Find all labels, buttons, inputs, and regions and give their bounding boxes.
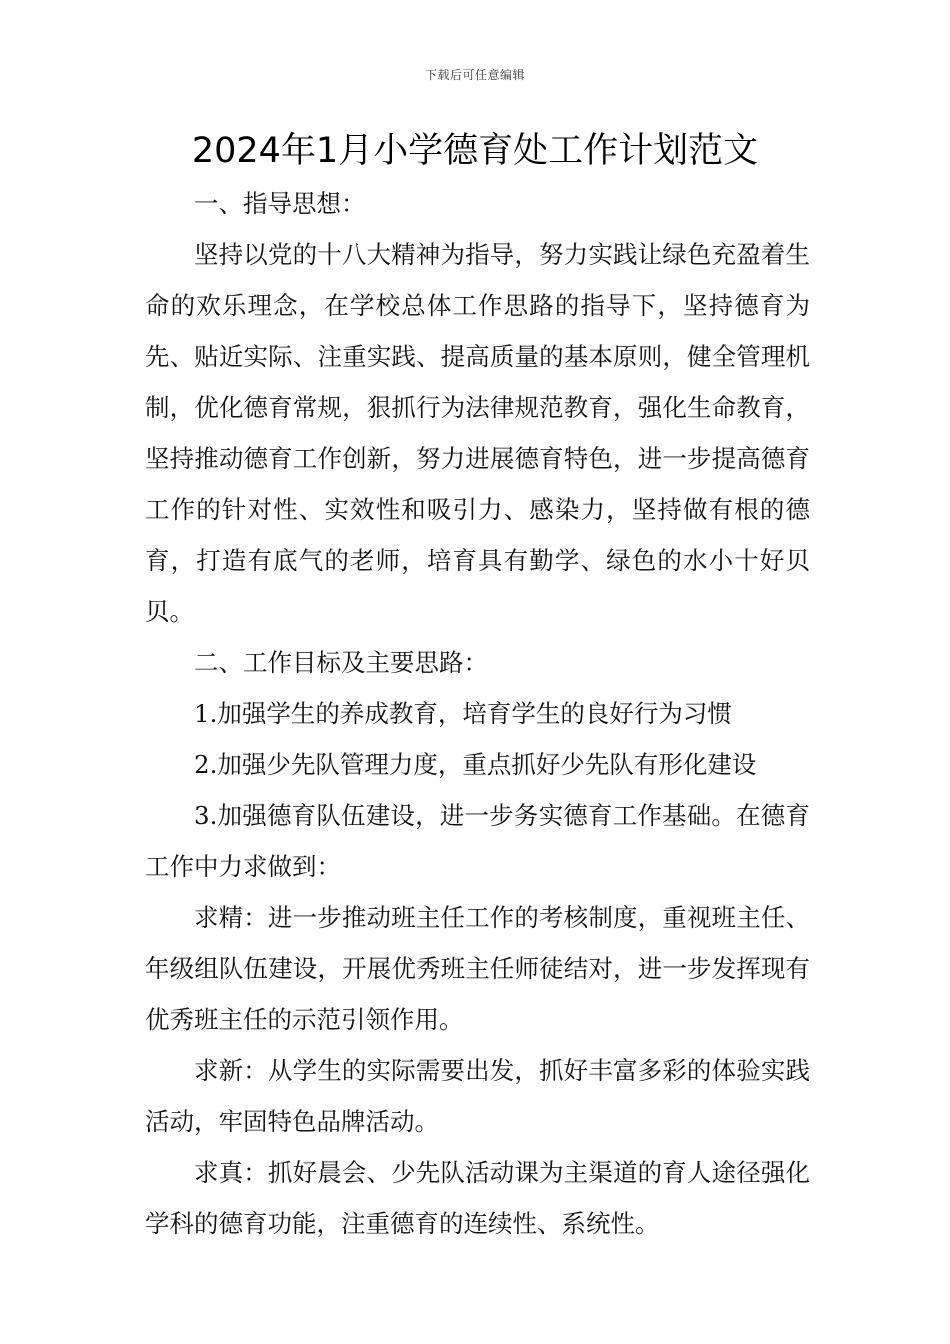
- section-heading-work-goals: 二、工作目标及主要思路：: [194, 648, 488, 677]
- list-item-goal-3: 3.加强德育队伍建设，进一步务实德育工作基础。在德育工作中力求做到：: [145, 801, 810, 881]
- section-heading-guiding-ideology: 一、指导思想：: [194, 189, 366, 218]
- list-item-goal-2: 2.加强少先队管理力度，重点抓好少先队有形化建设: [194, 750, 757, 779]
- header-note: 下载后可任意编辑: [424, 68, 525, 82]
- document-body: [145, 178, 810, 1249]
- paragraph-qiu-jing: 求精：进一步推动班主任工作的考核制度，重视班主任、年级组队伍建设，开展优秀班主任师徒结对，进一步发挥现有优秀班主任的示范引领作用。: [145, 903, 810, 1034]
- paragraph-guiding-ideology: 坚持以党的十八大精神为指导，努力实践让绿色充盈着生命的欢乐理念，在学校总体工作思路的指导下，坚持德育为先、贴近实际、注重实践、提高质量的基本原则，健全管理机制，优化德育常规，狠抓行为法律规范教育，强化生命教育，坚持推动德育工作创新，努力进展德育特色，进一步提高德育工作的针对性、实效性和吸引力、感染力，坚持做有根的德育，打造有底气的老师，培育具有勤学、绿色的水小十好贝贝。: [145, 240, 810, 626]
- document-title: 2024年1月小学德育处工作计划范文: [191, 131, 759, 171]
- paragraph-qiu-zhen: 求真：抓好晨会、少先队活动课为主渠道的育人途径强化学科的德育功能，注重德育的连续性、系统性。: [145, 1158, 810, 1238]
- paragraph-qiu-xin: 求新：从学生的实际需要出发，抓好丰富多彩的体验实践活动，牢固特色品牌活动。: [145, 1056, 810, 1136]
- list-item-goal-1: 1.加强学生的养成教育，培育学生的良好行为习惯: [194, 699, 732, 728]
